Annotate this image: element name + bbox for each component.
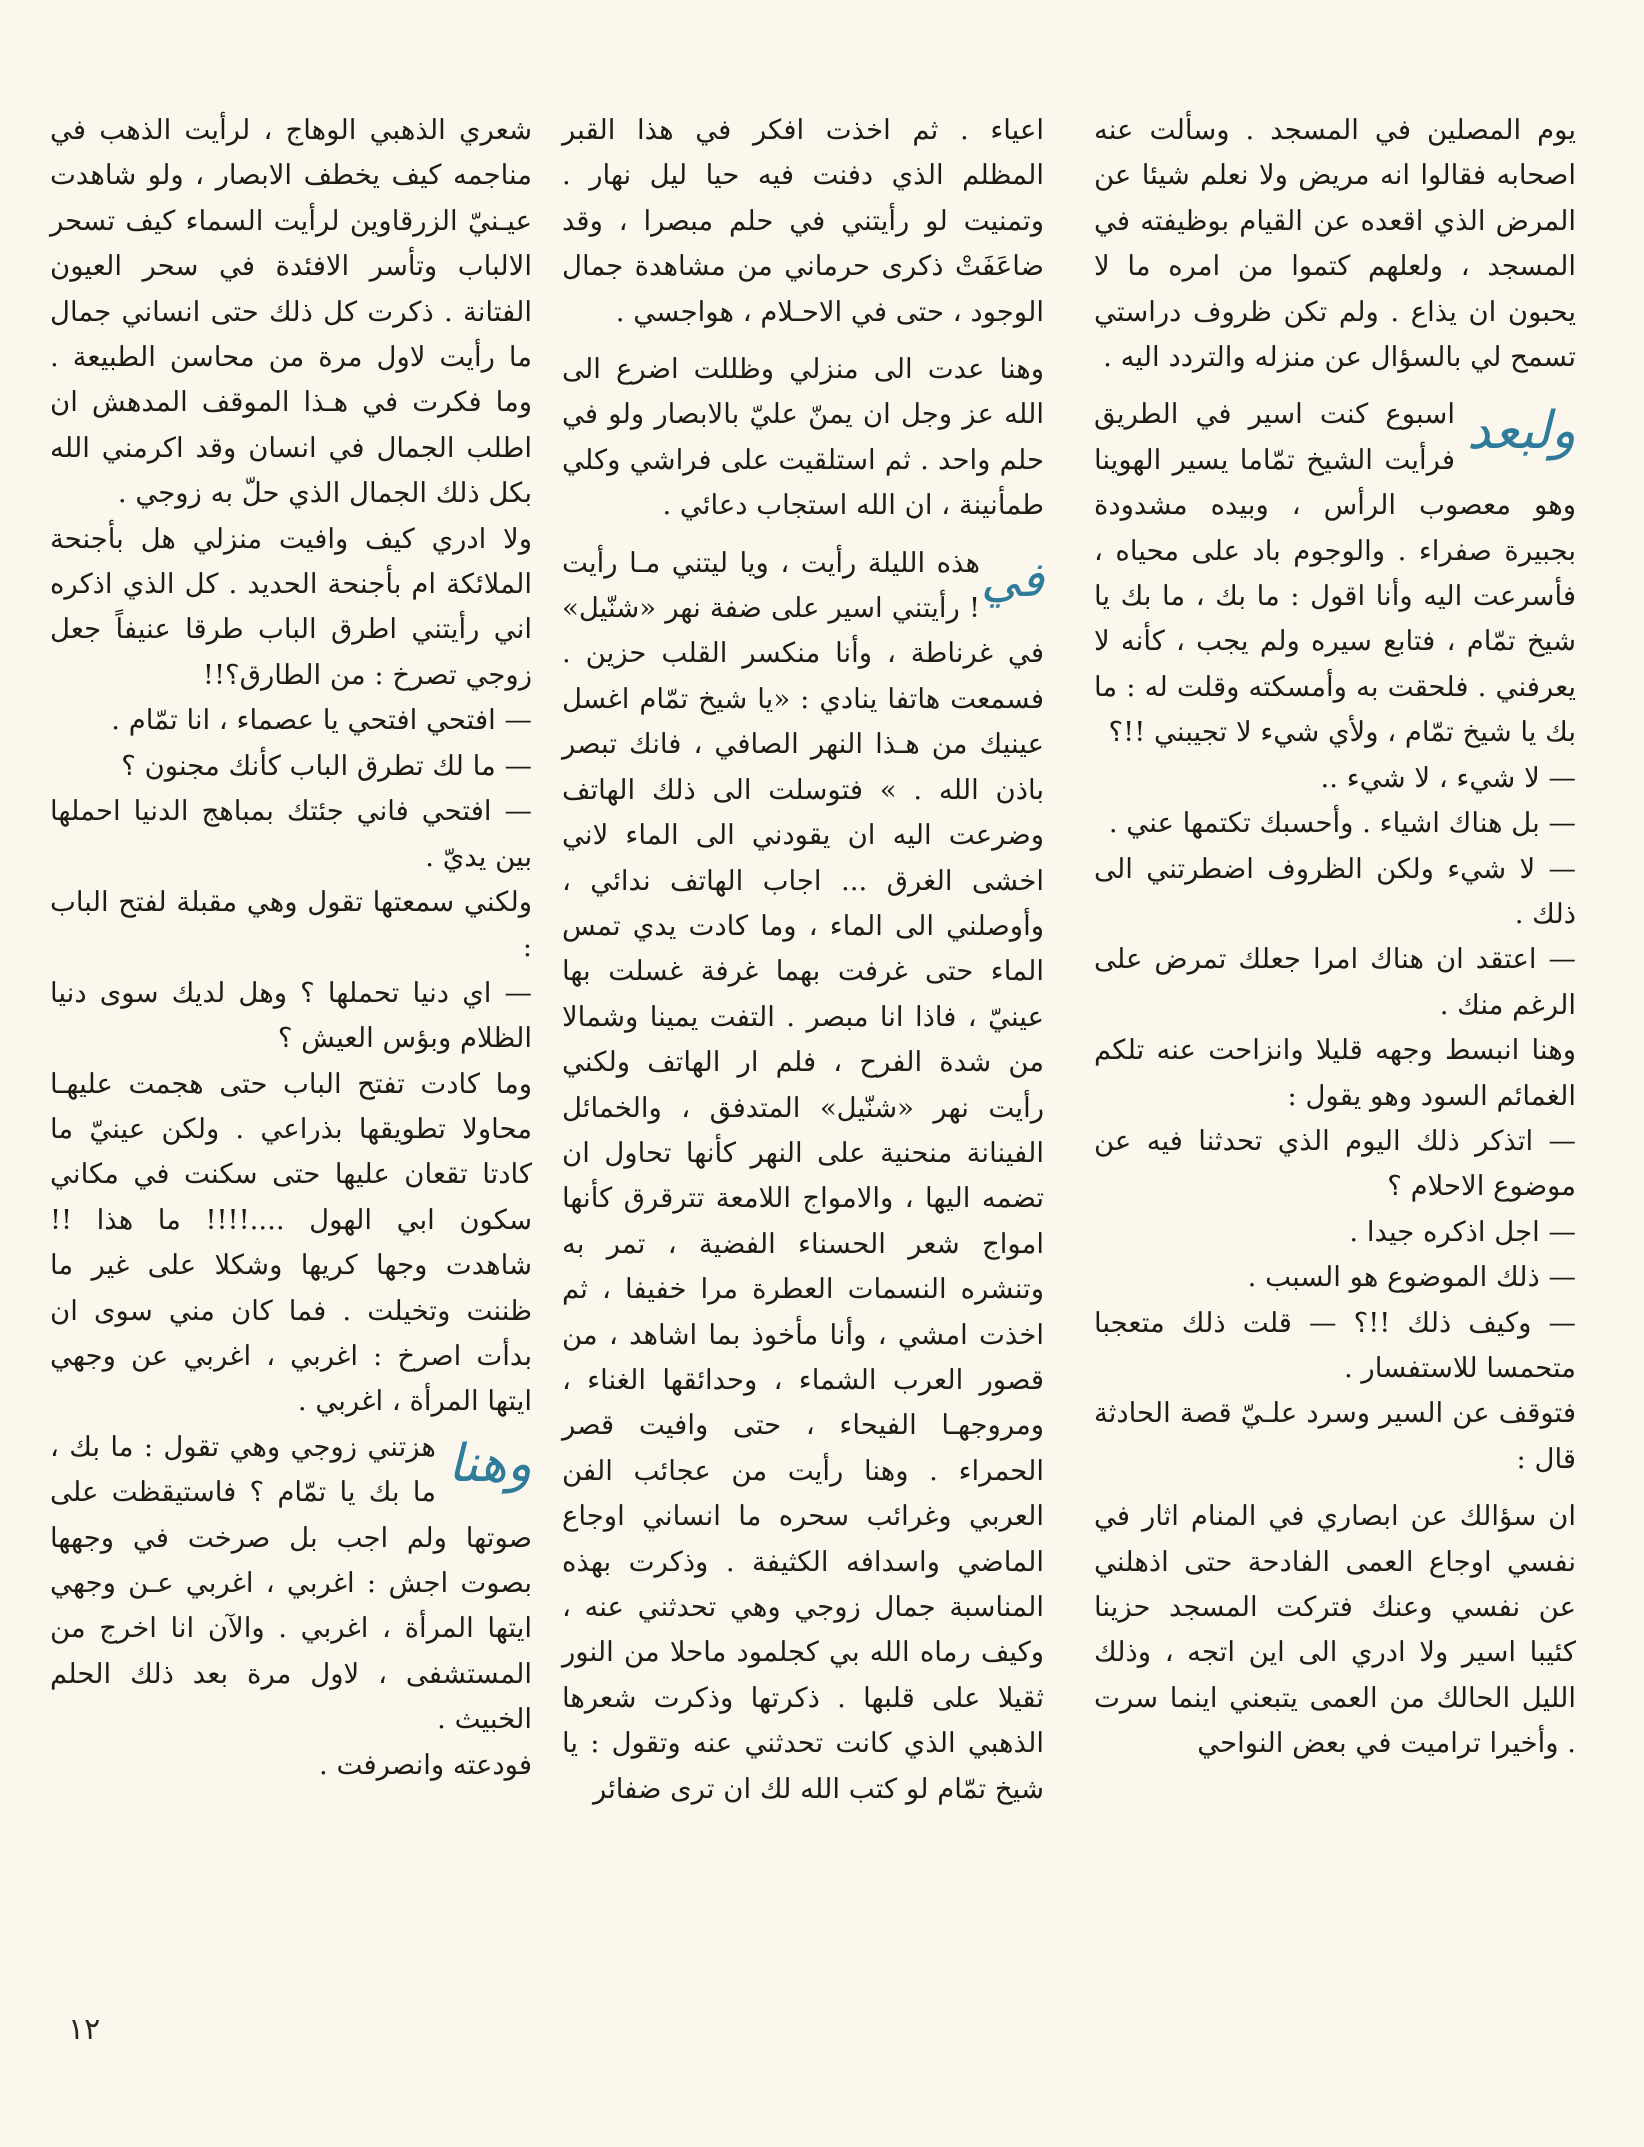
dialogue-line: — لا شيء ، لا شيء .. xyxy=(1320,761,1576,794)
paragraph: وما كادت تفتح الباب حتى هجمت عليهـا محاولا تطويقها بذراعي . ولكن عينيّ ما كادتا تقعان عليها حتى سكنت في مكاني سكون ابي الهول ....!!!! ما هذا !! شاهدت وجها كريها وشكلا على غير ما ظننت وتخيلت . فما كان مني سوى ان بدأت اصرخ : اغربي ، اغربي عن وجهي ايتها المرأة ، اغربي . xyxy=(50,1067,532,1418)
decorative-initial: ولبعد xyxy=(1466,401,1576,462)
text-column-right xyxy=(1094,108,1576,1767)
dialogue-line: — لا شيء ولكن الظروف اضطرتني الى ذلك . xyxy=(1094,852,1576,930)
closing-line: فودعته وانصرفت . xyxy=(318,1748,532,1781)
paragraph: يوم المصلين في المسجد . وسألت عنه اصحابه فقالوا انه مريض ولا نعلم شيئا عن المرض الذي اقعده عن القيام بوظيفته في المسجد ، ولعلهم كتموا من امره ما لا يحبون ان يذاع . ولم تكن ظروف دراستي تسمح لي بالسؤال عن منزله والتردد اليه . xyxy=(1094,114,1576,374)
dialogue-line: — وكيف ذلك !!؟ — قلت ذلك متعجبا متحمسا للاستفسار . xyxy=(1094,1306,1576,1384)
paragraph: ولا ادري كيف وافيت منزلي هل بأجنحة الملائكة ام بأجنحة الحديد . كل الذي اذكره اني رأيتني اطرق الباب طرقا عنيفاً جعل زوجي تصرخ : من الطارق؟!! xyxy=(50,522,532,691)
decorative-initial: وهنا xyxy=(447,1433,532,1494)
dialogue-line: — ذلك الموضوع هو السبب . xyxy=(1247,1261,1576,1294)
dialogue-line: — اتذكر ذلك اليوم الذي تحدثنا فيه عن موضوع الاحلام ؟ xyxy=(1094,1124,1576,1203)
paragraph: وهنا انبسط وجهه قليلا وانزاحت عنه تلكم الغمائم السود وهو يقول : xyxy=(1094,1034,1576,1112)
decorative-initial: في xyxy=(981,551,1044,608)
dialogue-line: — اجل اذكره جيدا . xyxy=(1349,1215,1576,1248)
paragraph: ان سؤالك عن ابصاري في المنام اثار في نفسي اوجاع العمى الفادحة حتى اذهلني عن نفسي وعنك فتركت المسجد حزينا كئيبا اسير ولا ادري الى اين اتجه ، وذلك الليل الحالك من العمى يتبعني اينما سرت . وأخيرا ترامیت في بعض النواحي xyxy=(1094,1500,1576,1760)
paragraph: ولكني سمعتها تقول وهي مقبلة لفتح الباب : xyxy=(50,885,532,964)
paragraph: وهنا هزتني زوجي وهي تقول : ما بك ، ما بك يا تمّام ؟ فاستيقظت على صوتها ولم اجب بل صرخت في وجهها بصوت اجش : اغربي ، اغربي عـن وجهي ايتها المرأة ، اغربي . والآن انا اخرج من المستشفى ، لاول مرة بعد ذلك الحلم الخبيث . xyxy=(50,1430,532,1736)
dialogue-line: — اعتقد ان هناك امرا جعلك تمرض على الرغم منك . xyxy=(1094,943,1576,1021)
paragraph: شعري الذهبي الوهاج ، لرأيت الذهب في مناجمه كيف يخطف الابصار ، ولو شاهدت عيـنيّ الزرقاوين لرأيت السماء كيف تسحر الالباب وتأسر الافئدة في سحر العيون الفتانة . ذكرت كل ذلك حتى انساني جمال ما رأيت لاول مرة من محاسن الطبيعة . وما فكرت في هـذا الموقف المدهش ان اطلب الجمال في انسان وقد اكرمني الله بكل ذلك الجمال الذي حلّ به زوجي . xyxy=(50,114,532,510)
dialogue-line: — افتحي افتحي يا عصماء ، انا تمّام . xyxy=(111,704,532,737)
paragraph: ولبعد اسبوع كنت اسير في الطريق فرأيت الشيخ تمّاما يسير الهوينا وهو معصوب الرأس ، وبيده مشدودة بجبيرة صفراء . والوجوم باد على محياه ، فأسرعت اليه وأنا اقول : ما بك ، ما بك يا شيخ تمّام ، فتابع سيره ولم يجب ، كأنه لا يعرفني . فلحقت به وأمسكته وقلت له : ما بك يا شيخ تمّام ، ولأي شيء لا تجيبني !!؟ xyxy=(1094,398,1576,749)
paragraph: وهنا عدت الى منزلي وظللت اضرع الى الله عز وجل ان يمنّ عليّ بالابصار ولو في حلم واحد . ثم استلقيت على فراشي وكلي طمأنينة ، ان الله استجاب دعائي . xyxy=(562,353,1044,522)
dialogue-line: — ما لك تطرق الباب كأنك مجنون ؟ xyxy=(121,749,532,782)
text-column-middle xyxy=(562,108,1044,1812)
paragraph: في هذه الليلة رأيت ، ويا ليتني مـا رأيت ! رأيتني اسير على ضفة نهر «شنّيل» في غرناطة ، وأنا منكسر القلب حزين . فسمعت هاتفا ينادي : «يا شيخ تمّام اغسل عينيك من هـذا النهر الصافي ، فانك تبصر باذن الله . » فتوسلت الى ذلك الهاتف وضرعت اليه ان يقودني الى الماء لاني اخشى الغرق ... اجاب الهاتف ندائي ، وأوصلني الى الماء ، وما كادت يدي تمس الماء حتى غرفت بهما غرفة غسلت بها عينيّ ، فاذا انا مبصر . التفت يمينا وشمالا من شدة الفرح ، فلم ار الهاتف ولكني رأيت نهر «شنّيل» المتدفق ، والخمائل الفينانة منحنية على النهر كأنها تحاول ان تضمه اليها ، والامواج اللامعة تترقرق كأنها امواج شعر الحسناء الفضية ، تمر به وتنشره النسمات العطرة مرا خفيفا ، ثم اخذت امشي ، وأنا مأخوذ بما اشاهد ، من قصور العرب الشماء ، وحدائقها الغناء ، ومروجهـا الفيحاء ، حتى وافيت قصر الحمراء . وهنا رأيت من عجائب الفن العربي وغرائب سحره ما انساني اوجاع الماضي واسدافه الكثيفة . وذكرت بهذه المناسبة جمال زوجي وهي تحدثني عنه ، وكيف رماه الله بي كجلمود ماحلا من النور ثقيلا على قلبها . ذكرتها وذكرت شعرها الذهبي الذي كانت تحدثني عنه وتقول : يا شيخ تمّام لو كتب الله لك ان ترى ضفائر xyxy=(562,546,1044,1805)
paragraph: فتوقف عن السير وسرد علـيّ قصة الحادثة قال : xyxy=(1094,1397,1576,1475)
paragraph: اعياء . ثم اخذت افكر في هذا القبر المظلم الذي دفنت فيه حيا ليل نهار . وتمنيت لو رأيتني في حلم مبصرا ، وقد ضاعَفَتْ ذكرى حرماني من مشاهدة جمال الوجود ، حتى في الاحـلام ، هواجسي . xyxy=(562,114,1044,328)
dialogue-line: — بل هناك اشياء . وأحسبك تكتمها عني . xyxy=(1108,807,1576,840)
dialogue-line: — افتحي فاني جئتك بمباهج الدنيا احملها بين يديّ . xyxy=(50,795,532,873)
dialogue-line: — اي دنيا تحملها ؟ وهل لديك سوى دنيا الظلام وبؤس العيش ؟ xyxy=(50,976,532,1055)
page-number: ١٢ xyxy=(68,2012,101,2047)
text-column-left xyxy=(50,108,532,1788)
